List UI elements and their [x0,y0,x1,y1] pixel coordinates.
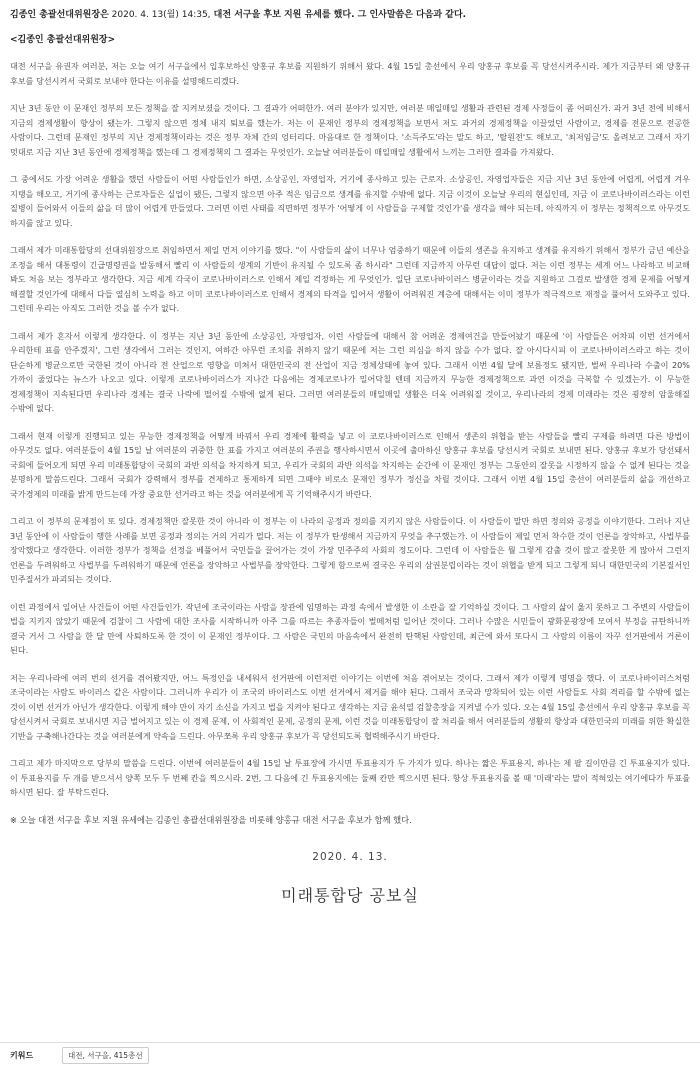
keyword-label: 키워드 [10,1050,34,1060]
keyword-tag[interactable]: 대전, 서구을, 415총선 [62,1047,149,1064]
speech-paragraph: 대전 서구을 유권자 여러분, 저는 오늘 여기 서구을에서 입후보하신 양홍규 후보를 지원하기 위해서 왔다. 4월 15일 총선에서 우리 양홍규 후보를 꼭 당선시켜주시라. 제가 지금부터 왜 양홍규 후보를 당선시켜서 국회로 보내야 한다는 이유를 설명해드리겠다. [10,61,690,86]
issuing-office: 미래통합당 공보실 [281,885,419,905]
release-date: 2020. 4. 13. [312,850,388,863]
speech-paragraph: 그리고 제가 마지막으로 당부의 말씀을 드린다. 이번에 여러분들이 4월 15일 날 투표장에 가시면 투표용지가 두 가지가 있다. 하나는 짧은 투표용지, 하나는 제 팔 길이만큼 긴 투표용지가 있다. 이 투표용지를 두 개를 받으셔서 양쪽 모두 두 번째 칸을 찍으시라. 2번, 그 다음에 긴 투표용지에는 둘째 칸만 찍으시면 된다. 항상 투표용지를 볼 때 '미래'라는 말이 적혀있는 여기에다가 투표를 하시면 된다. 잘 부탁드린다. [10,758,690,797]
speech-paragraph: 그래서 제가 혼자서 이렇게 생각한다. 이 정부는 지난 3년 동안에 소상공인, 자영업자, 이런 사람들에 대해서 참 어려운 경제여건을 만들어놨기 때문에 '이 사람들은 어차피 이번 선거에서 우리한테 표를 안주겠지', 그런 생각에서 그러는 것인지, 여하간 아무런 조치를 취하지 않기 때문에 저는 그런 의심을 하지 않을 수가 없다. 잘 아시다시피 이 코로나바이러스라고 하는 것이 단순하게 병균으로만 국한된 것이 아니라 전 산업으로 영향을 미쳐서 대한민국의 전 산업이 지금 정체상태에 놓여 있다. 그래서 이번 4월 달에 보름정도 됐지만, 벌써 우리나라 수출이 20% 가까이 줄었다는 뉴스가 나오고 있다. 이렇게 코로나바이러스가 지나간 다음에는 경제코로나가 밀어닥칠 텐데 지금까지 무능한 경제정책으로 과연 이것을 극복할 수 있겠는가. 이 무능한 경제정책이 지속된다면 우리나라 경제는 결국 나락에 떨어질 수밖에 없게 된다. 그러면 여러분들의 매일매일 생활은 더욱 어려워질 것이고, 우리나라의 경제 미래라는 것은 굉장히 암울해질 수밖에 없다. [10,330,690,413]
speech-paragraph: 이런 과정에서 일어난 사건들이 어떤 사건들인가. 작년에 조국이라는 사람을 장관에 임명하는 과정 속에서 발생한 이 소란을 잘 기억하실 것이다. 그 사람의 삶이 옳지 못하고 그 주변의 사람들이 법을 지키지 않았기 때문에 검찰이 그 사람에 대한 조사를 시작하니까 아주 그를 따르는 추종자들이 벌떼처럼 일어난 것이다. 그러나 수많은 시민들이 광화문광장에 모여서 부정을 규탄하니까 결국 거서 그 사람을 한 달 만에 사퇴하도록 한 것이 이 문재인 정부이다. 그 사람은 국민의 마음속에서 완전히 탄핵된 사람인데, 최근에 와서 또다시 그 사람의 이름이 자꾸 선거판에서 거론이 된다. [10,601,690,655]
speech-paragraph: 그래서 제가 미래통합당의 선대위원장으로 취임하면서 제일 먼저 이야기를 했다. "이 사람들의 삶이 너무나 엄중하기 때문에 이들의 생존을 유지하고 생계를 유지하기 위해서 정부가 금년 예산을 조정을 해서 대통령이 긴급명령권을 발동해서 빨리 이 사람들의 생계의 기반이 유지될 수 있도록 좀 하시라" 그런데 지금까지 아무런 대답이 없다. 저는 이런 정부는 세계 어느 나라하고 비교해 봐도 처음 보는 정부라고 생각한다. 지금 세계 각국이 코로나바이러스로 인해서 제일 걱정하는 게 무엇인가. 일단 코로나바이러스 병균이라는 것을 지원하고 그걸로 발생한 경제 문제를 어떻게 해결할 것인가에 대해서 다들 열심히 노력을 하고 이미 코로나바이러스로 인해서 경제의 타격을 입어서 생활이 어려워진 계층에 대해서는 이미 정부가 적극적으로 재정을 풀어서 도와주고 있다. 그런데 우리는 아직도 그러한 것을 볼 수가 없다. [10,245,690,313]
speaker-heading: <김종인 총괄선대위원장> [10,35,116,45]
lead-sentence [10,8,690,22]
lead-datetime: 2020. 4. 13(월) 14:35, [108,10,211,20]
lead-speaker: 김종인 총괄선대위원장은 [10,10,109,20]
speech-paragraph: 저는 우리나라에 여러 번의 선거를 겪어봤지만, 어느 특정인을 내세워서 선거판에 이런저런 이야기는 이번에 처음 겪어보는 것이다. 그래서 제가 이렇게 명명을 했다. 이 코로나바이러스처럼 조국이라는 사람도 바이러스 같은 사람이다. 그러니까 우리가 이 조국의 바이러스도 이번 선거에서 제거를 해야 된다. 그래서 조국과 망착되어 있는 이런 사람들도 사회 격리를 할 수밖에 없는 것이 이번 선거가 아닌가 생각한다. 이렇게 해야 만이 자기 소신을 가지고 법을 지켜야 된다고 생각하는 지금 윤석열 검찰총장을 지켜낼 수가 있다. 오는 4월 15일 총선에서 우리 양홍규 후보를 꼭 당선시켜서 국회로 보내시면 지금 벌어지고 있는 이 경제 문제, 이 사회적인 문제, 공정의 문제, 이런 것을 미래통합당이 잘 처리를 해서 여러분들의 생활의 향상과 대한민국의 미래를 위한 확실한 기반을 구축해나간다는 것을 여러분에게 약속을 드린다. 아무쪼록 우리 양홍규 후보가 꼭 당선되도록 협력해주시기 바란다. [10,672,690,741]
keyword-bar [0,1042,700,1067]
lead-summary: 대전 서구을 후보 지원 유세를 했다. 그 인사말씀은 다음과 같다. [210,10,467,20]
speech-body [10,59,690,800]
speech-paragraph: 그 중에서도 가장 어려운 생활을 했던 사람들이 어떤 사람들인가 하면, 소상공인, 자영업자, 거기에 종사하고 있는 근로자. 소상공인, 자영업자들은 지금 지난 3년 동안에 어렵게, 어렵게 겨우 지탱을 해오고, 거기에 종사하는 근로자들은 실업이 됐든, 그렇지 않으면 아주 적은 임금으로 생계를 유지할 수밖에 없다. 지금 이것이 오늘날 우리의 현실인데, 지금 이 코로나바이러스라는 이런 질병이 들어와서 이들의 삶을 더 많이 어렵게 만들었다. 그러면 이런 사태를 직면하면 정부가 '어떻게 이 사람들을 구제할 것인가'를 생각을 해야 되는데, 아직까지 이 정부는 정책적으로 아무것도 하지를 않고 있다. [10,174,690,228]
speech-paragraph: 지난 3년 동안 이 문재인 정부의 모든 정책을 잘 지켜보셨을 것이다. 그 결과가 어떠한가. 여러 분야가 있지만, 여러분 매일매일 생활과 관련된 경제 사정들이 좀 어떠신가. 과거 3년 전에 비해서 지금의 경제생활이 향상이 됐는가. 그렇지 않으면 정체 내지 퇴보를 했는가. 저는 이 문재인 정부의 경제정책을 보면서 저도 과거의 경제정책을 이끌었던 사람이고, 경제를 전문으로 전공한 사람이다. 그런데 문재인 정부의 지난 경제정책이라는 것은 정부 자체 간의 엉터리다. 마음대로 한 정책이다. '소득주도'라는 말도 하고, '탈원전'도 해보고, '최저임금'도 올려보고 그래서 자기 멋대로 지금 지난 3년 동안에 경제정책을 했는데 그 경제정책의 그 결과는 무엇인가. 오늘날 여러분들이 매일매일 생활에서 느끼는 그러한 결과를 가져왔다. [10,103,690,157]
closing-note: ※ 오늘 대전 서구을 후보 지원 유세에는 김종인 총괄선대위원장을 비롯해 양홍규 대전 서구을 후보가 함께 했다. [10,814,412,825]
speech-paragraph: 그리고 이 정부의 문제점이 또 있다. 경제정책만 잘못한 것이 아니라 이 정부는 이 나라의 공정과 정의를 지키지 않은 사람들이다. 이 사람들이 말만 하면 정의와 공정을 이야기한다. 그러나 지난 3년 동안에 이 사람들이 행한 사례를 보면 공정과 정의는 거의 거리가 멀다. 저는 이 정부가 탄생해서 지금까지 무엇을 추구했는가. 이 사람들이 제일 먼저 착수한 것이 언론을 장악하고, 사법부를 장악했다고 생각한다. 이러한 정부가 정책을 선정을 베풀어서 국민들을 끌어가는 것이 가장 민주주의 사회의 정도이다. 그런데 이 사람들은 뭘 그렇게 감출 것이 많고 잘못한 게 많아서 그런지 언론을 두려워하고 사법부를 두려워하기 때문에 언론을 장악하고 사법부를 장악한다. 그렇게 함으로써 결국은 우리의 삼권분립이라는 것이 위협을 받게 되고 그렇게 되니 대한민국의 기본질서인 민주질서가 파괴되는 것이다. [10,516,690,584]
speech-paragraph: 그래서 현재 이렇게 진행되고 있는 무능한 경제정책을 어떻게 바꿔서 우리 경제에 활력을 넣고 이 코로나바이러스로 인해서 생존의 위협을 받는 사람들을 빨리 구제를 하려면 다른 방법이 아무것도 없다. 여러분들이 4월 15일 날 여러분의 귀중한 한 표를 가지고 여러분의 주권을 행사하시면서 이곳에 출마하신 양홍규 후보를 당선시켜 국회로 보내면 된다. 양홍규 후보가 당선돼서 국회에 들어오게 되면 우리 미래통합당이 국회의 과반 의석을 차지하게 되고, 우리가 국회의 과반 의석을 차지하는 순간에 이 문재인 정부는 그동안의 잘못을 시정하지 않을 수 없게 된다는 것을 분명하게 말씀드린다. 그래서 국회가 강력해서 정부를 견제하고 통제하게 되면 그때야 비로소 문재인 정부가 정신을 차릴 것이다. 그래서 이번 4월 15일 총선이 여러분들의 삶을 개선하고 국가경제의 미래를 밝게 만드는데 가장 중요한 선거라고 하는 것을 여러분에게 꼭 기억해주시기 바란다. [10,430,690,499]
